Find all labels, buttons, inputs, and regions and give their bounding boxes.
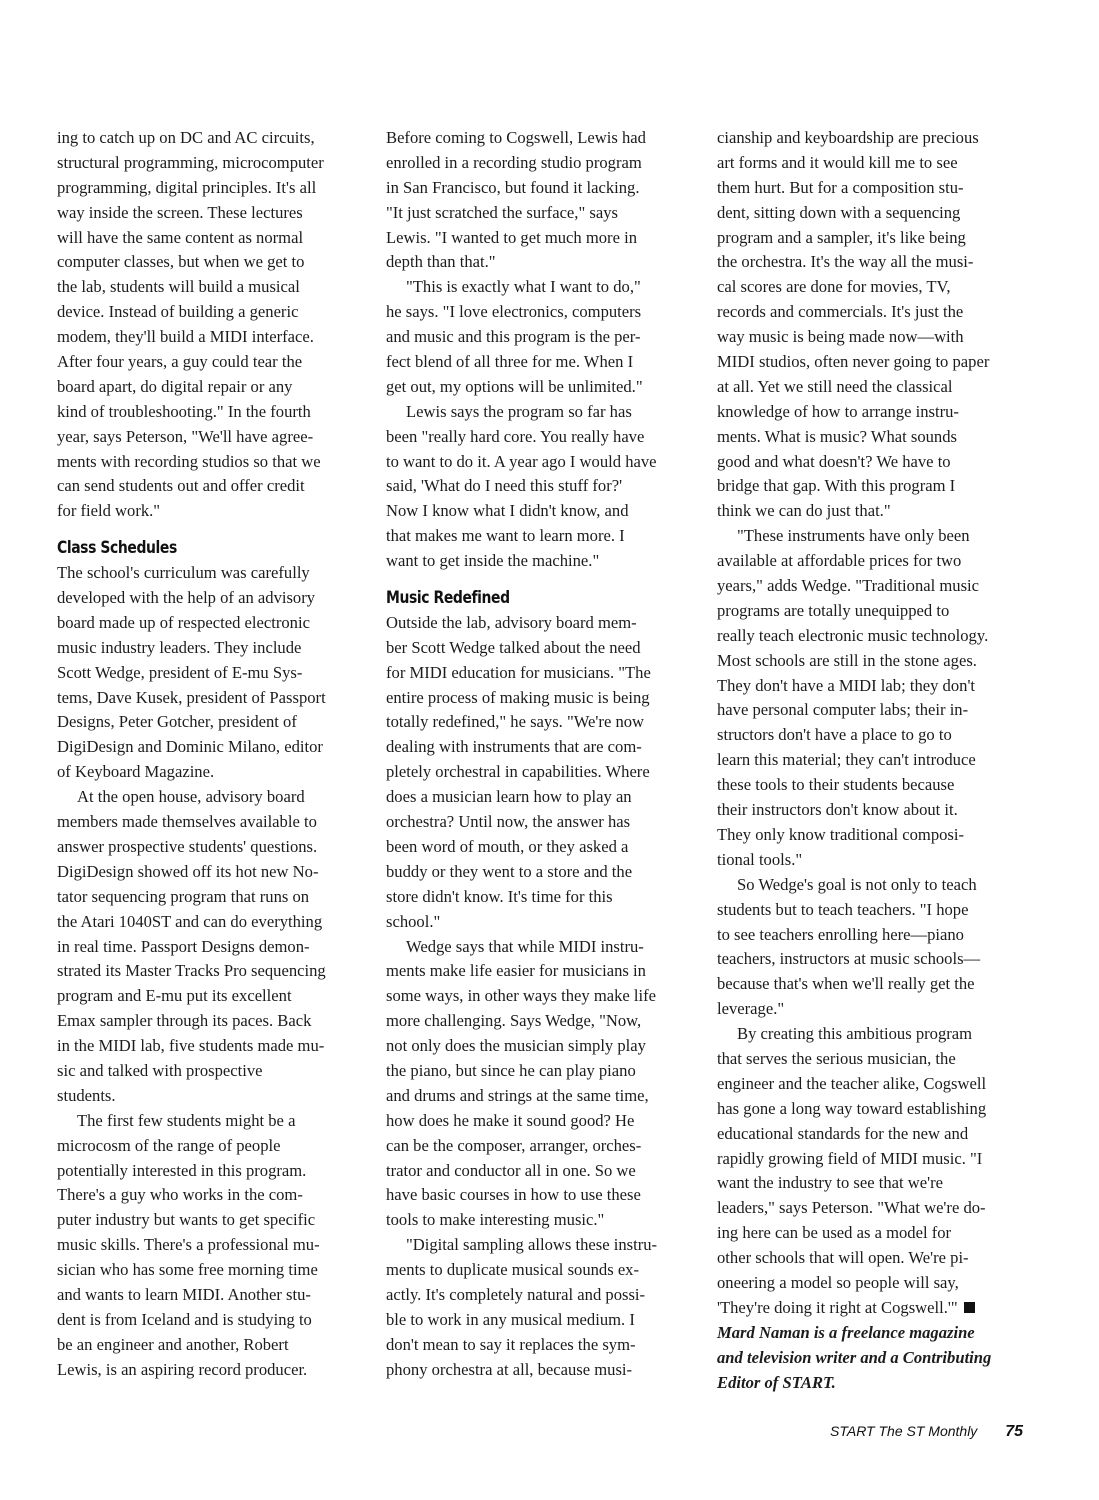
text-line: in the MIDI lab, five students made mu- bbox=[57, 1036, 325, 1056]
section-heading: Music Redefined bbox=[386, 588, 510, 609]
text-line: good and what doesn't? We have to bbox=[717, 451, 951, 471]
paragraph bbox=[717, 524, 1029, 872]
text-line: at all. Yet we still need the classical bbox=[717, 376, 953, 396]
text-line: 'They're doing it right at Cogswell.'" bbox=[717, 1296, 1029, 1321]
text-line: sician who has some free morning time bbox=[57, 1260, 318, 1280]
text-line: ments make life easier for musicians in bbox=[386, 961, 646, 981]
text-line: rapidly growing field of MIDI music. "I bbox=[717, 1148, 983, 1168]
text-line: Now I know what I didn't know, and bbox=[386, 501, 629, 521]
text-line: cal scores are done for movies, TV, bbox=[717, 277, 951, 297]
text-line: Designs, Peter Gotcher, president of bbox=[57, 712, 297, 732]
text-line: tems, Dave Kusek, president of Passport bbox=[57, 687, 326, 707]
text-line: think we can do just that." bbox=[717, 501, 891, 521]
text-line: get out, my options will be unlimited." bbox=[386, 376, 643, 396]
text-line: DigiDesign showed off its hot new No- bbox=[57, 861, 319, 881]
text-line: been "really hard core. You really have bbox=[386, 426, 645, 446]
text-line: music skills. There's a professional mu- bbox=[57, 1235, 320, 1255]
text-line: dealing with instruments that are com- bbox=[386, 737, 642, 757]
text-line: other schools that will open. We're pi- bbox=[717, 1248, 969, 1268]
text-line: Lewis, is an aspiring record producer. bbox=[57, 1359, 308, 1379]
text-line: students but to teach teachers. "I hope bbox=[717, 899, 969, 919]
text-line: that serves the serious musician, the bbox=[717, 1048, 956, 1068]
text-line: orchestra? Until now, the answer has bbox=[386, 812, 631, 832]
text-line: he says. "I love electronics, computers bbox=[386, 302, 642, 322]
text-line: developed with the help of an advisory bbox=[57, 588, 316, 608]
text-line: and music and this program is the per- bbox=[386, 327, 641, 347]
text-line: strated its Master Tracks Pro sequencing bbox=[57, 961, 326, 981]
text-line: Lewis. "I wanted to get much more in bbox=[386, 227, 638, 247]
text-line: programming, digital principles. It's all bbox=[57, 177, 317, 197]
text-line: entire process of making music is being bbox=[386, 687, 650, 707]
text-line: structural programming, microcomputer bbox=[57, 152, 324, 172]
text-line: actly. It's completely natural and possi- bbox=[386, 1284, 646, 1304]
paragraph bbox=[386, 275, 690, 399]
text-line: By creating this ambitious program bbox=[737, 1024, 973, 1044]
text-line: puter industry but wants to get specific bbox=[57, 1210, 316, 1230]
text-line: said, 'What do I need this stuff for?' bbox=[386, 476, 623, 496]
text-line: They don't have a MIDI lab; they don't bbox=[717, 675, 976, 695]
text-line: tools to make interesting music." bbox=[386, 1210, 605, 1230]
text-line: "This is exactly what I want to do," bbox=[406, 277, 641, 297]
text-line: knowledge of how to arrange instru- bbox=[717, 401, 959, 421]
text-line: board made up of respected electronic bbox=[57, 612, 310, 632]
text-line: years," adds Wedge. "Traditional music bbox=[717, 576, 979, 596]
text-line: Lewis says the program so far has bbox=[406, 401, 632, 421]
text-line: buddy or they went to a store and the bbox=[386, 861, 633, 881]
text-line: Before coming to Cogswell, Lewis had bbox=[386, 128, 646, 147]
text-line: The first few students might be a bbox=[77, 1110, 296, 1130]
text-line: available at affordable prices for two bbox=[717, 551, 962, 571]
text-line: "Digital sampling allows these instru- bbox=[406, 1235, 658, 1255]
text-line: of Keyboard Magazine. bbox=[57, 762, 215, 782]
text-line: leverage." bbox=[717, 999, 785, 1019]
text-line: Emax sampler through its paces. Back bbox=[57, 1011, 312, 1031]
text-line: potentially interested in this program. bbox=[57, 1160, 307, 1180]
text-line: leaders," says Peterson. "What we're do- bbox=[717, 1198, 986, 1218]
text-line: want the industry to see that we're bbox=[717, 1173, 944, 1193]
text-line: teachers, instructors at music schools— bbox=[717, 949, 981, 969]
text-line: The school's curriculum was carefully bbox=[57, 563, 310, 583]
text-line: does a musician learn how to play an bbox=[386, 787, 632, 807]
text-line: the lab, students will build a musical bbox=[57, 277, 300, 297]
text-line: and wants to learn MIDI. Another stu- bbox=[57, 1284, 311, 1304]
text-line: been word of mouth, or they asked a bbox=[386, 836, 629, 856]
text-line: bridge that gap. With this program I bbox=[717, 476, 956, 496]
text-line: to want to do it. A year ago I would have bbox=[386, 451, 657, 471]
text-line: how does he make it sound good? He bbox=[386, 1110, 635, 1130]
text-line: not only does the musician simply play bbox=[386, 1036, 646, 1056]
text-line: them hurt. But for a composition stu- bbox=[717, 177, 964, 197]
text-line: tional tools." bbox=[717, 849, 803, 869]
text-line: totally redefined," he says. "We're now bbox=[386, 712, 645, 732]
text-line: answer prospective students' questions. bbox=[57, 836, 318, 856]
paragraph bbox=[57, 1109, 357, 1383]
text-line: ments with recording studios so that we bbox=[57, 451, 321, 471]
text-line: ber Scott Wedge talked about the need bbox=[386, 637, 641, 657]
text-line: way inside the screen. These lectures bbox=[57, 202, 303, 222]
text-line: school." bbox=[386, 911, 441, 931]
text-line: trator and conductor all in one. So we bbox=[386, 1160, 636, 1180]
text-line: students. bbox=[57, 1085, 116, 1105]
text-line: has gone a long way toward establishing bbox=[717, 1098, 987, 1118]
end-of-article-mark bbox=[964, 1302, 975, 1313]
paragraph bbox=[717, 126, 1029, 524]
text-line: dent is from Iceland and is studying to bbox=[57, 1309, 312, 1329]
text-line: don't mean to say it replaces the sym- bbox=[386, 1334, 636, 1354]
text-line: Scott Wedge, president of E-mu Sys- bbox=[57, 662, 303, 682]
text-line: ments. What is music? What sounds bbox=[717, 426, 957, 446]
paragraph bbox=[386, 400, 690, 574]
text-line: to see teachers enrolling here—piano bbox=[717, 924, 964, 944]
text-line: tator sequencing program that runs on bbox=[57, 886, 310, 906]
text-line: ing here can be used as a model for bbox=[717, 1223, 952, 1243]
text-line: Editor of START. bbox=[717, 1372, 836, 1392]
text-line: will have the same content as normal bbox=[57, 227, 304, 247]
text-line: enrolled in a recording studio program bbox=[386, 152, 642, 172]
text-line: So Wedge's goal is not only to teach bbox=[737, 874, 977, 894]
page-footer bbox=[830, 1423, 1023, 1441]
paragraph bbox=[386, 1233, 690, 1382]
text-line: program and a sampler, it's like being bbox=[717, 227, 966, 247]
text-line: ble to work in any musical medium. I bbox=[386, 1309, 635, 1329]
text-line: the piano, but since he can play piano bbox=[386, 1060, 636, 1080]
paragraph bbox=[717, 1022, 1029, 1321]
article-column-2 bbox=[386, 126, 690, 1383]
text-line: that makes me want to learn more. I bbox=[386, 526, 625, 546]
text-line: the orchestra. It's the way all the musi- bbox=[717, 252, 974, 272]
text-line: ments to duplicate musical sounds ex- bbox=[386, 1260, 640, 1280]
text-line: modem, they'll build a MIDI interface. bbox=[57, 327, 314, 347]
text-line: year, says Peterson, "We'll have agree- bbox=[57, 426, 314, 446]
text-line: DigiDesign and Dominic Milano, editor bbox=[57, 737, 323, 757]
text-line: and television writer and a Contributing bbox=[717, 1347, 992, 1367]
paragraph bbox=[717, 873, 1029, 1022]
text-line: because that's when we'll really get the bbox=[717, 974, 975, 994]
text-line: really teach electronic music technology. bbox=[717, 625, 989, 645]
text-line: microcosm of the range of people bbox=[57, 1135, 281, 1155]
text-line: engineer and the teacher alike, Cogswell bbox=[717, 1073, 987, 1093]
paragraph bbox=[386, 611, 690, 935]
paragraph bbox=[57, 785, 357, 1109]
text-line: cianship and keyboardship are precious bbox=[717, 128, 979, 147]
section-heading: Class Schedules bbox=[57, 538, 177, 559]
text-line: pletely orchestral in capabilities. Where bbox=[386, 762, 650, 782]
page-number: 75 bbox=[1005, 1423, 1023, 1440]
text-line: MIDI studios, often never going to paper bbox=[717, 352, 990, 372]
text-line: Most schools are still in the stone ages. bbox=[717, 650, 977, 670]
paragraph bbox=[57, 561, 357, 785]
text-line: device. Instead of building a generic bbox=[57, 302, 299, 322]
text-line: more challenging. Says Wedge, "Now, bbox=[386, 1011, 642, 1031]
section-spacer bbox=[57, 524, 357, 536]
text-line: want to get inside the machine." bbox=[386, 551, 600, 571]
text-line: the Atari 1040ST and can do everything bbox=[57, 911, 323, 931]
text-line: oneering a model so people will say, bbox=[717, 1272, 959, 1292]
article-column-1 bbox=[57, 126, 357, 1383]
text-line: board apart, do digital repair or any bbox=[57, 376, 293, 396]
text-line: art forms and it would kill me to see bbox=[717, 152, 958, 172]
text-line: have basic courses in how to use these bbox=[386, 1185, 641, 1205]
text-line: program and E-mu put its excellent bbox=[57, 986, 292, 1006]
text-line: their instructors don't know about it. bbox=[717, 800, 958, 820]
text-line: depth than that." bbox=[386, 252, 496, 272]
text-line: store didn't know. It's time for this bbox=[386, 886, 613, 906]
text-line: ing to catch up on DC and AC circuits, bbox=[57, 128, 315, 147]
text-line: records and commercials. It's just the bbox=[717, 302, 964, 322]
text-line: way music is being made now—with bbox=[717, 327, 964, 347]
paragraph bbox=[386, 935, 690, 1234]
text-line: After four years, a guy could tear the bbox=[57, 352, 303, 372]
text-line: music industry leaders. They include bbox=[57, 637, 302, 657]
text-line: dent, sitting down with a sequencing bbox=[717, 202, 961, 222]
author-byline bbox=[717, 1321, 1029, 1396]
text-line: "It just scratched the surface," says bbox=[386, 202, 618, 222]
paragraph bbox=[57, 126, 357, 524]
text-line: be an engineer and another, Robert bbox=[57, 1334, 289, 1354]
text-line: "These instruments have only been bbox=[737, 526, 970, 546]
text-line: There's a guy who works in the com- bbox=[57, 1185, 303, 1205]
text-line: structors don't have a place to go to bbox=[717, 725, 952, 745]
text-line: these tools to their students because bbox=[717, 775, 955, 795]
text-line: in real time. Passport Designs demon- bbox=[57, 936, 310, 956]
text-line: educational standards for the new and bbox=[717, 1123, 969, 1143]
text-line: can be the composer, arranger, orches- bbox=[386, 1135, 642, 1155]
text-line: Outside the lab, advisory board mem- bbox=[386, 612, 637, 632]
text-line: phony orchestra at all, because musi- bbox=[386, 1359, 633, 1379]
magazine-name: START The ST Monthly bbox=[830, 1423, 978, 1439]
text-line: At the open house, advisory board bbox=[77, 787, 305, 807]
text-line: learn this material; they can't introduce bbox=[717, 750, 976, 770]
text-line: computer classes, but when we get to bbox=[57, 252, 305, 272]
text-line: Mard Naman is a freelance magazine bbox=[717, 1322, 975, 1342]
text-line: sic and talked with prospective bbox=[57, 1060, 263, 1080]
text-line: members made themselves available to bbox=[57, 812, 317, 832]
text-line: can send students out and offer credit bbox=[57, 476, 305, 496]
section-spacer bbox=[386, 574, 690, 586]
text-line: They only know traditional composi- bbox=[717, 824, 965, 844]
paragraph bbox=[386, 126, 690, 275]
text-line: kind of troubleshooting." In the fourth bbox=[57, 401, 311, 421]
text-line: and drums and strings at the same time, bbox=[386, 1085, 649, 1105]
text-line: Wedge says that while MIDI instru- bbox=[406, 936, 644, 956]
article-column-3 bbox=[717, 126, 1029, 1395]
text-line: programs are totally unequipped to bbox=[717, 600, 950, 620]
text-line: have personal computer labs; their in- bbox=[717, 700, 969, 720]
text-line: some ways, in other ways they make life bbox=[386, 986, 657, 1006]
text-line: fect blend of all three for me. When I bbox=[386, 352, 634, 372]
text-line: in San Francisco, but found it lacking. bbox=[386, 177, 640, 197]
text-line: for MIDI education for musicians. "The bbox=[386, 662, 651, 682]
text-line: for field work." bbox=[57, 501, 161, 521]
